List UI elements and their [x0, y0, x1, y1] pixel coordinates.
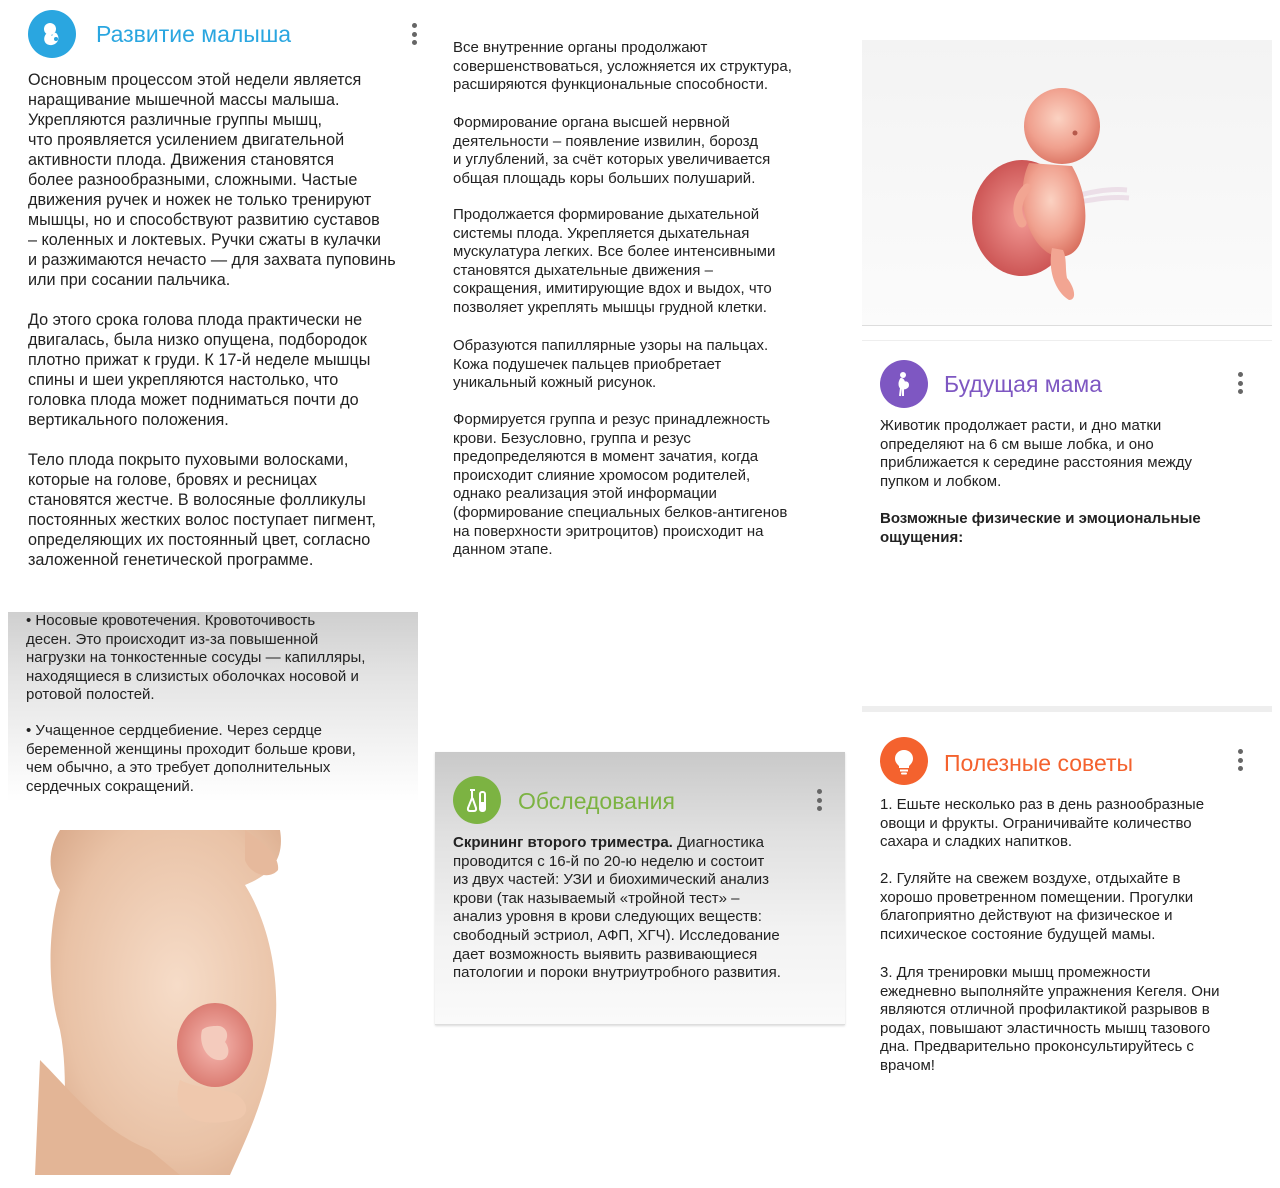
- pregnant-woman-illustration: [30, 830, 290, 1175]
- exams-screening-description: Диагностика проводится с 16-й по 20-ю неделю и состоит из двух частей: УЗИ и биохимический анализ крови (так называемый «тройной тест» – анализ уровня в крови следующих веществ: свободный эстриол, АФП, ХГЧ). Исследование дает возможность выявить развивающиеся патологии и пороки внутриутробного развития.: [453, 834, 781, 982]
- pregnant-icon: [880, 360, 928, 408]
- baby-paragraph-3: Тело плода покрыто пуховыми волосками, которые на голове, бровях и ресницах становятся жестче. В волосяные фолликулы постоянных жестких волос поступает пигмент, определяющих их постоянный цвет, согласно заложенной генетической программе.: [28, 451, 376, 569]
- symptom-nosebleeds: • Носовые кровотечения. Кровоточивость десен. Это происходит из-за повышенной нагрузки на тонкостенные сосуды — капилляры, находящиеся в слизистых оболочках носовой и ротовой полостей.: [26, 612, 366, 704]
- organs-paragraph-3: Продолжается формирование дыхательной системы плода. Укрепляется дыхательная мускулатура легких. Все более интенсивными становятся дыхательные движения – сокращения, имитирующие вдох и выдох, что позволяет укреплять мышцы грудной клетки.: [453, 206, 776, 316]
- flask-icon: [453, 776, 501, 824]
- mom-card-menu-button[interactable]: [1230, 369, 1250, 397]
- exams-card: [435, 752, 845, 1025]
- organs-paragraph-5: Формируется группа и резус принадлежность крови. Безусловно, группа и резус предопределяются в момент зачатия, когда происходит слияние хромосом родителей, однако реализация этой информации (формирование специальных белков-антигенов на поверхности эритроцитов) происходит на данном этапе.: [453, 411, 788, 559]
- lightbulb-icon: [880, 737, 928, 785]
- symptom-heartbeat: • Учащенное сердцебиение. Через сердце беременной женщины проходит больше крови, чем обычно, а это требует дополнительных сердечных сокращений.: [26, 722, 356, 795]
- fetus-illustration: [967, 78, 1147, 303]
- future-mom-card: [862, 340, 1272, 706]
- tip-2: 2. Гуляйте на свежем воздухе, отдыхайте в хорошо проветренном помещении. Прогулки благоприятно действуют на физическое и психическое состояние будущей мамы.: [880, 870, 1194, 943]
- exams-card-title: Обследования: [518, 788, 675, 814]
- tips-card-menu-button[interactable]: [1230, 746, 1250, 774]
- exams-text: [453, 834, 843, 983]
- baby-card-menu-button[interactable]: [404, 20, 424, 48]
- baby-paragraph-1: Основным процессом этой недели является наращивание мышечной массы малыша. Укрепляются различные группы мышц, что проявляется усилением двигательной активности плода. Движения становятся более разнообразными, сложными. Частые движения ручек и ножек не только тренируют мышцы, но и способствуют развитию суставов – коленных и локтевых. Ручки сжаты в кулачки и разжимаются нечасто — для захвата пуповинь или при сосании пальчика.: [28, 71, 396, 289]
- fetus-image-card: [862, 40, 1272, 326]
- baby-card-title: Развитие малыша: [96, 21, 292, 47]
- symptoms-panel: [8, 612, 418, 802]
- organs-paragraph-1: Все внутренние органы продолжают совершенствоваться, усложняется их структура, расширяются функциональные способности.: [453, 39, 792, 94]
- organs-paragraph-2: Формирование органа высшей нервной деятельности – появление извилин, борозд и углублений, за счёт которых увеличивается общая площадь коры больших полушарий.: [453, 114, 771, 187]
- tips-card-title: Полезные советы: [944, 750, 1134, 776]
- fetus-icon: [28, 10, 76, 58]
- organs-text-panel: [435, 0, 847, 600]
- mom-card-title: Будущая мама: [944, 371, 1103, 397]
- mom-sensations-heading: Возможные физические и эмоциональные ощущения:: [880, 510, 1201, 546]
- exams-card-menu-button[interactable]: [809, 786, 829, 814]
- useful-tips-card: [862, 706, 1272, 1112]
- baby-paragraph-2: До этого срока голова плода практически не двигалась, была низко опущена, подбородок плотно прижат к груди. К 17-й неделе мышцы спины и шеи укрепляются настолько, что головка плода может подниматься почти до вертикального положения.: [28, 311, 371, 429]
- mom-description: Животик продолжает расти, и дно матки определяют на 6 см выше лобка, и оно приближается к середине расстояния между пупком и лобком.: [880, 417, 1193, 490]
- tip-1: 1. Ешьте несколько раз в день разнообразные овощи и фрукты. Ограничивайте количество сахара и сладких напитков.: [880, 796, 1205, 851]
- tip-3: 3. Для тренировки мышц промежности ежедневно выполняйте упражнения Кегеля. Они являются отличной профилактикой разрывов в родах, повышают эластичность мышц тазового дна. Предварительно проконсультируйтесь с врачом!: [880, 964, 1220, 1074]
- baby-development-card: [8, 0, 418, 600]
- exams-screening-heading: Скрининг второго триместра.: [453, 834, 673, 851]
- organs-paragraph-4: Образуются папиллярные узоры на пальцах. Кожа подушечек пальцев приобретает уникальный кожный рисунок.: [453, 337, 769, 392]
